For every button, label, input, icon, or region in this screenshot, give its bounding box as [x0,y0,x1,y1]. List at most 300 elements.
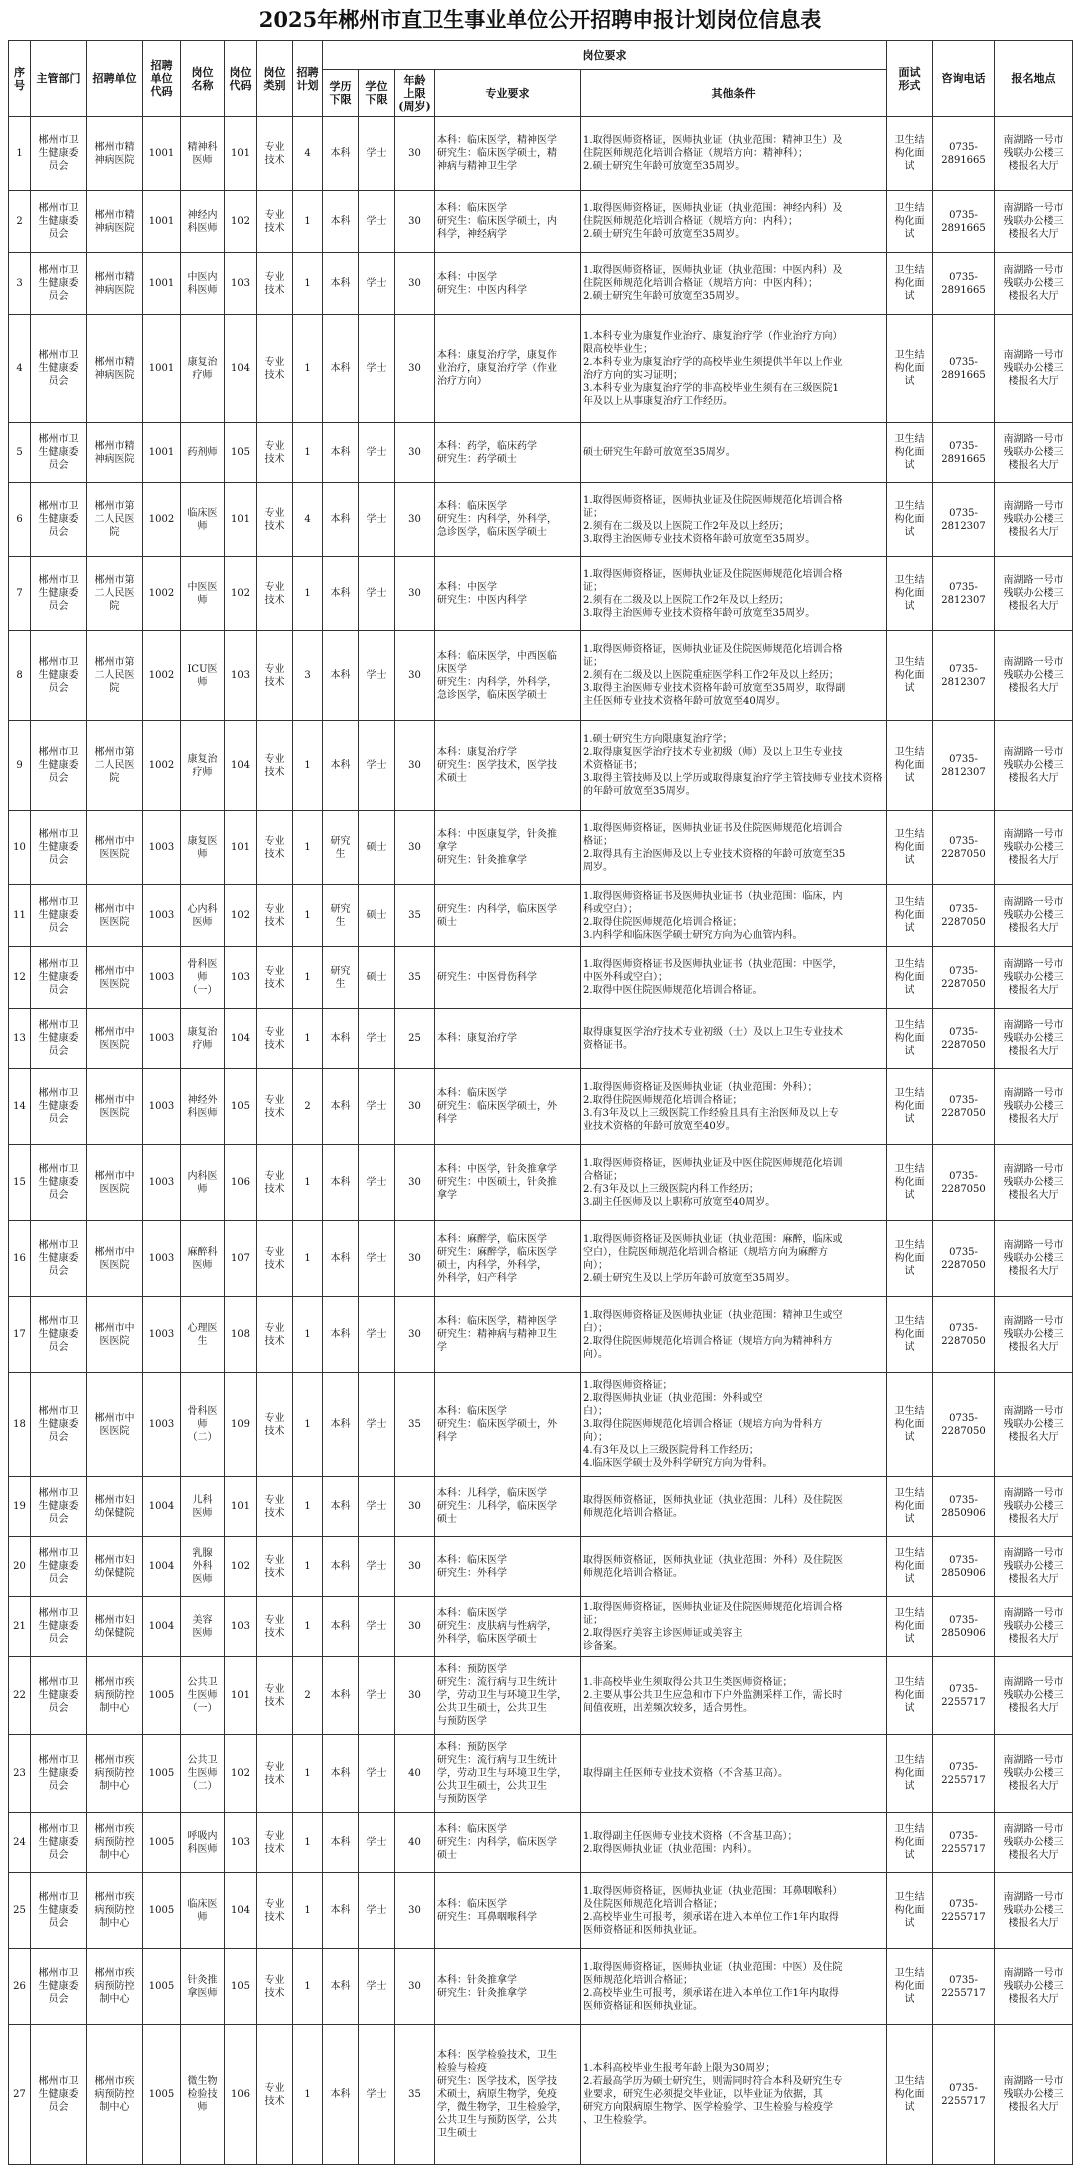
row-major: 本科：中医康复学，针灸推 拿学 研究生：针灸推拿学 [435,811,581,885]
row-venue: 南湖路一号市 残联办公楼三 楼报名大厅 [995,1221,1073,1297]
row-interview: 卫生结 构化面 试 [887,557,933,631]
row-plan: 1 [293,1949,323,2025]
row-age: 30 [395,1597,435,1657]
row-degree: 学士 [359,1873,395,1949]
row-unit: 郴州市中 医医院 [87,1297,143,1373]
row-unit: 郴州市疾 病预防控 制中心 [87,1813,143,1873]
row-venue: 南湖路一号市 残联办公楼三 楼报名大厅 [995,1657,1073,1735]
row-seq: 5 [9,423,31,483]
row-venue: 南湖路一号市 残联办公楼三 楼报名大厅 [995,1597,1073,1657]
row-major: 本科：临床医学，中西医临 床医学 研究生：内科学，外科学， 急诊医学，临床医学硕士 [435,631,581,721]
row-venue: 南湖路一号市 残联办公楼三 楼报名大厅 [995,557,1073,631]
row-dept: 郴州市卫 生健康委 员会 [31,2025,87,2165]
row-unit-code: 1001 [143,253,181,315]
row-phone: 0735- 2255717 [933,1949,995,2025]
row-venue: 南湖路一号市 残联办公楼三 楼报名大厅 [995,2025,1073,2165]
row-dept: 郴州市卫 生健康委 员会 [31,1373,87,1477]
row-plan: 1 [293,191,323,253]
row-post-name: 心内科 医师 [181,885,225,947]
row-venue: 南湖路一号市 残联办公楼三 楼报名大厅 [995,1477,1073,1537]
row-post-name: 乳腺 外科 医师 [181,1537,225,1597]
row-major: 本科：预防医学 研究生：流行病与卫生统计 学，劳动卫生与环境卫生学， 公共卫生硕士，公共卫生 与预防医学 [435,1657,581,1735]
row-post-name: 中医内 科医师 [181,253,225,315]
row-venue: 南湖路一号市 残联办公楼三 楼报名大厅 [995,721,1073,811]
row-phone: 0735- 2255717 [933,1657,995,1735]
row-degree: 学士 [359,1537,395,1597]
table-row [9,1009,1073,1069]
row-dept: 郴州市卫 生健康委 员会 [31,885,87,947]
header-post-code: 岗位 代码 [225,41,257,117]
row-unit-code: 1003 [143,1221,181,1297]
row-phone: 0735- 2891665 [933,315,995,423]
row-major: 本科：临床医学，精神医学 研究生：精神病与精神卫生 学 [435,1297,581,1373]
row-venue: 南湖路一号市 残联办公楼三 楼报名大厅 [995,811,1073,885]
row-other: 硕士研究生年龄可放宽至35周岁。 [581,423,887,483]
row-dept: 郴州市卫 生健康委 员会 [31,1949,87,2025]
row-degree: 学士 [359,721,395,811]
row-age: 30 [395,315,435,423]
row-seq: 13 [9,1009,31,1069]
row-plan: 1 [293,423,323,483]
job-table [8,40,1073,2165]
row-age: 35 [395,885,435,947]
row-venue: 南湖路一号市 残联办公楼三 楼报名大厅 [995,1873,1073,1949]
row-seq: 27 [9,2025,31,2165]
row-major: 本科：预防医学 研究生：流行病与卫生统计 学，劳动卫生与环境卫生学， 公共卫生硕士，公共卫生 与预防医学 [435,1735,581,1813]
row-venue: 南湖路一号市 残联办公楼三 楼报名大厅 [995,947,1073,1009]
row-plan: 3 [293,631,323,721]
row-edu: 本科 [323,557,359,631]
row-phone: 0735- 2287050 [933,811,995,885]
header-major: 专业要求 [435,70,581,117]
row-post-code: 104 [225,1873,257,1949]
row-post-type: 专业 技术 [257,885,293,947]
row-dept: 郴州市卫 生健康委 员会 [31,1735,87,1813]
row-venue: 南湖路一号市 残联办公楼三 楼报名大厅 [995,1069,1073,1145]
row-edu: 研究 生 [323,947,359,1009]
row-unit-code: 1005 [143,1735,181,1813]
row-unit-code: 1001 [143,117,181,191]
row-post-type: 专业 技术 [257,1373,293,1477]
row-degree: 硕士 [359,947,395,1009]
row-unit: 郴州市精 神病医院 [87,253,143,315]
row-seq: 16 [9,1221,31,1297]
row-other: 取得副主任医师专业技术资格（不含基卫高）。 [581,1735,887,1813]
row-dept: 郴州市卫 生健康委 员会 [31,1145,87,1221]
row-other: 1.取得医师资格证书及医师执业证书（执业范围：临床，内 科或空白）； 2.取得住院医师规范化培训合格证； 3.内科学和临床医学硕士研究方向为心血管内科。 [581,885,887,947]
row-plan: 1 [293,1009,323,1069]
row-major: 本科：康复治疗学，康复作 业治疗，康复治疗学（作业 治疗方向） [435,315,581,423]
row-unit-code: 1004 [143,1537,181,1597]
row-seq: 14 [9,1069,31,1145]
row-dept: 郴州市卫 生健康委 员会 [31,1069,87,1145]
row-phone: 0735- 2812307 [933,631,995,721]
row-major: 本科：儿科学，临床医学 研究生：儿科学，临床医学 硕士 [435,1477,581,1537]
row-unit-code: 1002 [143,721,181,811]
row-post-type: 专业 技术 [257,423,293,483]
table-row [9,1373,1073,1477]
row-edu: 本科 [323,1373,359,1477]
row-post-name: 美容 医师 [181,1597,225,1657]
row-unit: 郴州市第 二人民医 院 [87,721,143,811]
row-seq: 4 [9,315,31,423]
row-major: 本科：临床医学 研究生：耳鼻咽喉科学 [435,1873,581,1949]
row-post-name: 精神科 医师 [181,117,225,191]
row-interview: 卫生结 构化面 试 [887,1069,933,1145]
row-post-name: 公共卫 生医师 （一） [181,1657,225,1735]
row-age: 30 [395,557,435,631]
row-post-code: 102 [225,1735,257,1813]
table-row [9,191,1073,253]
row-interview: 卫生结 构化面 试 [887,315,933,423]
row-post-name: 骨科医 师 （二） [181,1373,225,1477]
row-interview: 卫生结 构化面 试 [887,1813,933,1873]
row-other: 1.取得医师资格证，医师执业证（执业范围：精神卫生）及 住院医师规范化培训合格证（规培方向：精神科）； 2.硕士研究生年龄可放宽至35周岁。 [581,117,887,191]
row-interview: 卫生结 构化面 试 [887,1873,933,1949]
row-post-name: 微生物 检验技 师 [181,2025,225,2165]
row-venue: 南湖路一号市 残联办公楼三 楼报名大厅 [995,1537,1073,1597]
row-venue: 南湖路一号市 残联办公楼三 楼报名大厅 [995,1145,1073,1221]
row-edu: 本科 [323,423,359,483]
table-row [9,423,1073,483]
row-edu: 本科 [323,721,359,811]
row-post-type: 专业 技术 [257,1735,293,1813]
row-venue: 南湖路一号市 残联办公楼三 楼报名大厅 [995,253,1073,315]
row-degree: 学士 [359,1145,395,1221]
row-dept: 郴州市卫 生健康委 员会 [31,1537,87,1597]
row-degree: 学士 [359,1069,395,1145]
row-dept: 郴州市卫 生健康委 员会 [31,1657,87,1735]
table-row [9,1813,1073,1873]
header-interview: 面试 形式 [887,41,933,117]
row-post-name: 心理医 生 [181,1297,225,1373]
row-degree: 学士 [359,1297,395,1373]
row-other: 1.非高校毕业生须取得公共卫生类医师资格证； 2.主要从事公共卫生应急和市下户外监测采样工作，需长时 间值夜班，出差频次较多，适合男性。 [581,1657,887,1735]
row-post-name: 儿科 医师 [181,1477,225,1537]
row-unit: 郴州市疾 病预防控 制中心 [87,1735,143,1813]
row-dept: 郴州市卫 生健康委 员会 [31,1477,87,1537]
row-age: 30 [395,1297,435,1373]
row-post-code: 106 [225,2025,257,2165]
row-plan: 1 [293,557,323,631]
row-post-code: 103 [225,1597,257,1657]
row-unit: 郴州市妇 幼保健院 [87,1537,143,1597]
header-age: 年龄 上限 (周岁) [395,70,435,117]
row-post-type: 专业 技术 [257,1537,293,1597]
table-row [9,1145,1073,1221]
row-post-type: 专业 技术 [257,315,293,423]
row-age: 30 [395,811,435,885]
row-other: 1.硕士研究生方向限康复治疗学； 2.取得康复医学治疗技术专业初级（师）及以上卫生专业技 术资格证书； 3.取得主管技师及以上学历或取得康复治疗学主管技师专业技术资格 的年龄可放宽至35周岁。 [581,721,887,811]
row-seq: 19 [9,1477,31,1537]
row-plan: 1 [293,1813,323,1873]
row-other: 1.取得医师资格证书及医师执业证书（执业范围：中医学， 中医外科或空白）； 2.取得中医住院医师规范化培训合格证。 [581,947,887,1009]
row-degree: 学士 [359,1597,395,1657]
row-interview: 卫生结 构化面 试 [887,117,933,191]
row-dept: 郴州市卫 生健康委 员会 [31,811,87,885]
row-phone: 0735- 2812307 [933,721,995,811]
row-phone: 0735- 2850906 [933,1477,995,1537]
table-row [9,315,1073,423]
row-plan: 1 [293,885,323,947]
row-post-code: 101 [225,1477,257,1537]
table-row [9,885,1073,947]
row-major: 本科：中医学 研究生：中医内科学 [435,557,581,631]
row-phone: 0735- 2287050 [933,1069,995,1145]
row-post-name: 药剂师 [181,423,225,483]
row-edu: 研究 生 [323,811,359,885]
row-unit: 郴州市疾 病预防控 制中心 [87,1657,143,1735]
row-interview: 卫生结 构化面 试 [887,1735,933,1813]
row-post-code: 104 [225,315,257,423]
row-seq: 23 [9,1735,31,1813]
row-unit-code: 1003 [143,885,181,947]
row-unit: 郴州市精 神病医院 [87,191,143,253]
row-degree: 学士 [359,315,395,423]
row-edu: 本科 [323,1145,359,1221]
row-phone: 0735- 2812307 [933,483,995,557]
header-venue: 报名地点 [995,41,1073,117]
row-unit-code: 1004 [143,1597,181,1657]
row-major: 研究生：内科学，临床医学 硕士 [435,885,581,947]
row-other: 1.取得医师资格证及医师执业证（执业范围：麻醉，临床或 空白），住院医师规范化培训合格证（规培方向为麻醉方 向）； 2.硕士研究生及以上学历年龄可放宽至35周岁。 [581,1221,887,1297]
row-major: 本科：临床医学 研究生：临床医学硕士，外 科学 [435,1069,581,1145]
table-row [9,253,1073,315]
row-seq: 3 [9,253,31,315]
row-post-code: 102 [225,191,257,253]
row-post-name: 中医医 师 [181,557,225,631]
row-post-type: 专业 技术 [257,117,293,191]
row-post-code: 103 [225,947,257,1009]
row-dept: 郴州市卫 生健康委 员会 [31,191,87,253]
row-plan: 1 [293,1221,323,1297]
row-seq: 8 [9,631,31,721]
row-unit: 郴州市中 医医院 [87,1145,143,1221]
row-unit-code: 1003 [143,1009,181,1069]
row-degree: 学士 [359,423,395,483]
row-age: 30 [395,1069,435,1145]
row-phone: 0735- 2287050 [933,1145,995,1221]
header-unit: 招聘单位 [87,41,143,117]
row-interview: 卫生结 构化面 试 [887,1373,933,1477]
row-other: 1.取得医师资格证及医师执业证（执业范围：精神卫生或空 白）； 2.取得住院医师规范化培训合格证（规培方向为精神科方 向）。 [581,1297,887,1373]
row-major: 本科：药学，临床药学 研究生：药学硕士 [435,423,581,483]
row-interview: 卫生结 构化面 试 [887,423,933,483]
row-degree: 学士 [359,1657,395,1735]
row-seq: 15 [9,1145,31,1221]
row-phone: 0735- 2255717 [933,2025,995,2165]
row-dept: 郴州市卫 生健康委 员会 [31,721,87,811]
row-major: 本科：临床医学 研究生：临床医学硕士，外 科学 [435,1373,581,1477]
row-phone: 0735- 2287050 [933,1297,995,1373]
table-row [9,631,1073,721]
row-edu: 本科 [323,1537,359,1597]
row-post-type: 专业 技术 [257,557,293,631]
row-plan: 1 [293,1145,323,1221]
row-age: 40 [395,1735,435,1813]
row-edu: 研究 生 [323,885,359,947]
row-seq: 10 [9,811,31,885]
table-row [9,557,1073,631]
row-post-type: 专业 技术 [257,1069,293,1145]
row-post-code: 106 [225,1145,257,1221]
row-unit: 郴州市疾 病预防控 制中心 [87,1873,143,1949]
table-row [9,1477,1073,1537]
row-interview: 卫生结 构化面 试 [887,1221,933,1297]
row-post-name: 临床医 师 [181,1873,225,1949]
row-unit-code: 1005 [143,1657,181,1735]
row-unit-code: 1005 [143,1949,181,2025]
row-edu: 本科 [323,117,359,191]
row-interview: 卫生结 构化面 试 [887,1657,933,1735]
row-other: 1.取得副主任医师专业技术资格（不含基卫高）； 2.取得医师执业证（执业范围：内科）。 [581,1813,887,1873]
row-post-type: 专业 技术 [257,811,293,885]
row-post-type: 专业 技术 [257,1477,293,1537]
row-major: 本科：中医学，针灸推拿学 研究生：中医硕士，针灸推 拿学 [435,1145,581,1221]
row-other: 1.取得医师资格证，医师执业证书及住院医师规范化培训合 格证； 2.取得具有主治医师及以上专业技术资格的年龄可放宽至35 周岁。 [581,811,887,885]
row-age: 30 [395,117,435,191]
row-other: 1.取得医师资格证，医师执业证及中医住院医师规范化培训 合格证； 2.有3年及以上三级医院内科工作经历； 3.副主任医师及以上职称可放宽至40周岁。 [581,1145,887,1221]
row-other: 1.取得医师资格证，医师执业证（执业范围：中医）及住院 医师规范化培训合格证； 2.高校毕业生可报考，须承诺在进入本单位工作1年内取得 医师资格证和医师执业证。 [581,1949,887,2025]
table-row [9,117,1073,191]
row-post-type: 专业 技术 [257,191,293,253]
row-unit: 郴州市中 医医院 [87,811,143,885]
row-venue: 南湖路一号市 残联办公楼三 楼报名大厅 [995,1949,1073,2025]
row-dept: 郴州市卫 生健康委 员会 [31,1597,87,1657]
row-phone: 0735- 2287050 [933,1373,995,1477]
row-post-name: 呼吸内 科医师 [181,1813,225,1873]
row-edu: 本科 [323,1657,359,1735]
row-unit: 郴州市第 二人民医 院 [87,483,143,557]
row-post-code: 105 [225,423,257,483]
row-edu: 本科 [323,1949,359,2025]
row-degree: 学士 [359,117,395,191]
row-unit: 郴州市精 神病医院 [87,423,143,483]
row-plan: 4 [293,117,323,191]
row-dept: 郴州市卫 生健康委 员会 [31,315,87,423]
header-plan: 招聘 计划 [293,41,323,117]
row-dept: 郴州市卫 生健康委 员会 [31,1009,87,1069]
row-seq: 7 [9,557,31,631]
row-other: 1.取得医师资格证，医师执业证及住院医师规范化培训合格 证； 2.须有在二级及以上医院重症医学科工作2年及以上经历； 3.取得主治医师专业技术资格年龄可放宽至35周岁，取得副 主任医师专业技术资格年龄可放宽至40周岁。 [581,631,887,721]
row-edu: 本科 [323,1477,359,1537]
row-edu: 本科 [323,315,359,423]
row-seq: 17 [9,1297,31,1373]
row-age: 30 [395,1477,435,1537]
row-post-type: 专业 技术 [257,1873,293,1949]
row-post-name: 康复治 疗师 [181,315,225,423]
row-age: 30 [395,631,435,721]
table-row [9,811,1073,885]
row-dept: 郴州市卫 生健康委 员会 [31,1221,87,1297]
table-row [9,1221,1073,1297]
row-other: 1.取得医师资格证，医师执业证（执业范围：耳鼻咽喉科） 及住院医师规范化培训合格证； 2.高校毕业生可报考，须承诺在进入本单位工作1年内取得 医师资格证和医师执业证。 [581,1873,887,1949]
header-row-1 [9,41,1073,70]
row-unit: 郴州市第 二人民医 院 [87,557,143,631]
row-degree: 学士 [359,1477,395,1537]
row-post-type: 专业 技术 [257,1297,293,1373]
row-dept: 郴州市卫 生健康委 员会 [31,557,87,631]
row-post-name: 内科医 师 [181,1145,225,1221]
row-unit-code: 1003 [143,947,181,1009]
row-unit: 郴州市疾 病预防控 制中心 [87,1949,143,2025]
row-post-name: 公共卫 生医师 （二） [181,1735,225,1813]
row-plan: 4 [293,483,323,557]
row-major: 本科：康复治疗学 [435,1009,581,1069]
row-post-name: 康复治 疗师 [181,721,225,811]
row-plan: 1 [293,721,323,811]
row-seq: 2 [9,191,31,253]
row-venue: 南湖路一号市 残联办公楼三 楼报名大厅 [995,117,1073,191]
row-unit-code: 1004 [143,1477,181,1537]
row-plan: 1 [293,1297,323,1373]
row-other: 取得医师资格证，医师执业证（执业范围：儿科）及住院医 师规范化培训合格证。 [581,1477,887,1537]
row-other: 1.取得医师资格证及医师执业证（执业范围：外科）； 2.取得住院医师规范化培训合格证； 3.有3年及以上三级医院工作经验且具有主治医师及以上专 业技术资格的年龄可放宽至40岁。 [581,1069,887,1145]
row-post-code: 108 [225,1297,257,1373]
row-other: 1.取得医师资格证，医师执业证（执业范围：神经内科）及 住院医师规范化培训合格证（规培方向：内科）； 2.硕士研究生年龄可放宽至35周岁。 [581,191,887,253]
header-unit-code: 招聘 单位 代码 [143,41,181,117]
row-dept: 郴州市卫 生健康委 员会 [31,483,87,557]
row-unit-code: 1005 [143,1873,181,1949]
row-other: 1.取得医师资格证，医师执业证及住院医师规范化培训合格 证； 2.须有在二级及以上医院工作2年及以上经历； 3.取得主治医师专业技术资格年龄可放宽至35周岁。 [581,483,887,557]
row-unit: 郴州市中 医医院 [87,1069,143,1145]
table-row [9,1597,1073,1657]
row-major: 本科：临床医学 研究生：临床医学硕士，内 科学，神经病学 [435,191,581,253]
row-other: 1.取得医师资格证，医师执业证及住院医师规范化培训合格 证； 2.须有在二级及以上医院工作2年及以上经历； 3.取得主治医师专业技术资格年龄可放宽至35周岁。 [581,557,887,631]
row-post-code: 102 [225,1537,257,1597]
row-unit: 郴州市精 神病医院 [87,117,143,191]
row-dept: 郴州市卫 生健康委 员会 [31,253,87,315]
row-degree: 学士 [359,1735,395,1813]
row-seq: 18 [9,1373,31,1477]
row-unit-code: 1003 [143,811,181,885]
row-post-code: 101 [225,811,257,885]
row-post-code: 103 [225,631,257,721]
row-degree: 学士 [359,1221,395,1297]
row-plan: 1 [293,811,323,885]
row-venue: 南湖路一号市 残联办公楼三 楼报名大厅 [995,483,1073,557]
row-post-type: 专业 技术 [257,2025,293,2165]
row-edu: 本科 [323,1221,359,1297]
table-row [9,1537,1073,1597]
table-row [9,2025,1073,2165]
row-post-code: 101 [225,117,257,191]
row-unit-code: 1003 [143,1145,181,1221]
row-unit-code: 1002 [143,557,181,631]
row-major: 本科：临床医学，精神医学 研究生：临床医学硕士，精 神病与精神卫生学 [435,117,581,191]
row-unit-code: 1005 [143,2025,181,2165]
row-major: 研究生：中医骨伤科学 [435,947,581,1009]
row-unit: 郴州市中 医医院 [87,1009,143,1069]
row-degree: 学士 [359,1949,395,2025]
table-row [9,1873,1073,1949]
header-other: 其他条件 [581,70,887,117]
row-age: 30 [395,423,435,483]
page-title: 2025年郴州市直卫生事业单位公开招聘申报计划岗位信息表 [258,7,822,32]
row-unit-code: 1003 [143,1297,181,1373]
row-interview: 卫生结 构化面 试 [887,1297,933,1373]
row-phone: 0735- 2255717 [933,1813,995,1873]
row-age: 35 [395,2025,435,2165]
row-major: 本科：临床医学 研究生：内科学，外科学， 急诊医学，临床医学硕士 [435,483,581,557]
row-dept: 郴州市卫 生健康委 员会 [31,947,87,1009]
row-post-name: 神经内 科医师 [181,191,225,253]
row-plan: 1 [293,315,323,423]
row-phone: 0735- 2891665 [933,117,995,191]
row-age: 30 [395,1221,435,1297]
row-plan: 1 [293,1537,323,1597]
row-unit: 郴州市中 医医院 [87,947,143,1009]
